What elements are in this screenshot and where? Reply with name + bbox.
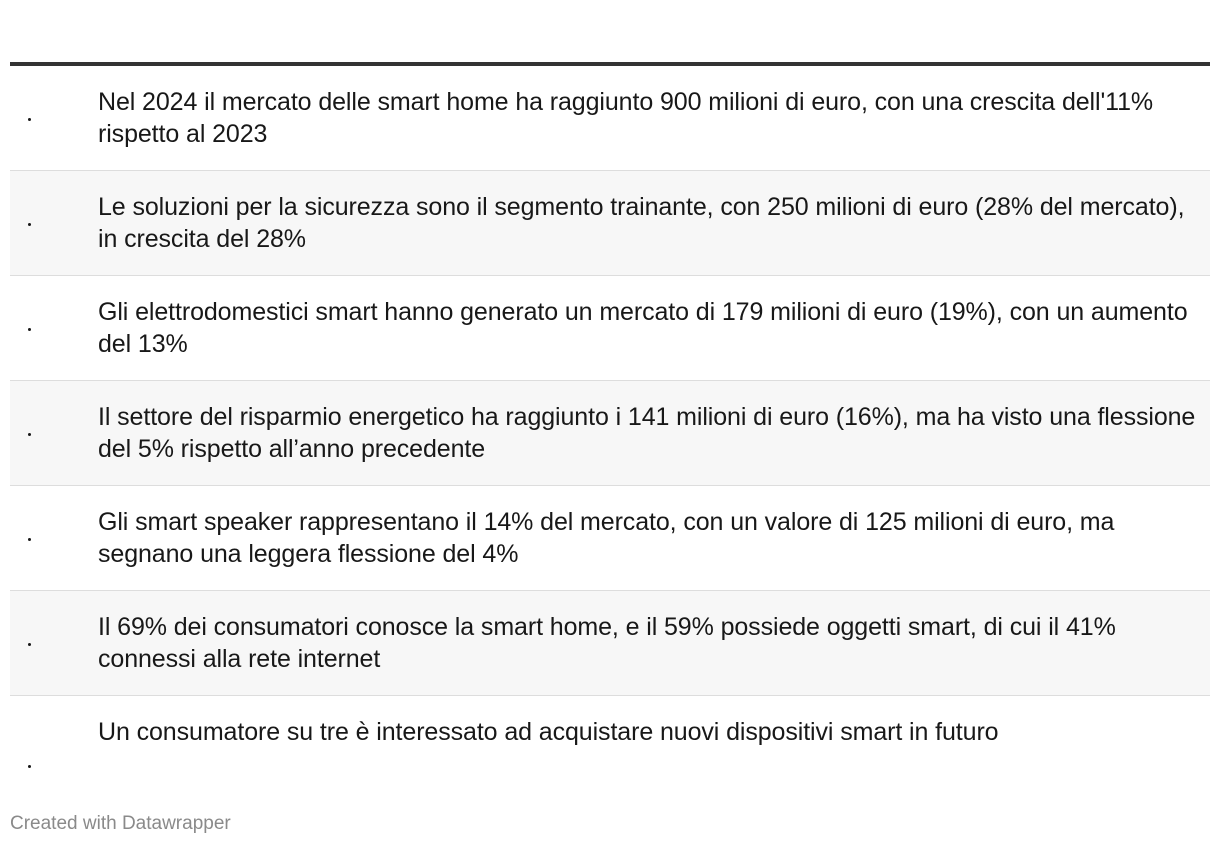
bullet-dot-icon bbox=[28, 765, 31, 768]
row-text: Nel 2024 il mercato delle smart home ha raggiunto 900 milioni di euro, con una crescita dell'11% rispetto al 2023 bbox=[98, 88, 1154, 148]
row-text: Gli elettrodomestici smart hanno generato un mercato di 179 milioni di euro (19%), con un aumento del 13% bbox=[98, 298, 1188, 358]
bullet-dot-icon bbox=[28, 538, 31, 541]
table-row bbox=[10, 381, 1210, 486]
row-text: Gli smart speaker rappresentano il 14% del mercato, con un valore di 125 milioni di euro, ma segnano una leggera flessione del 4% bbox=[98, 508, 1115, 568]
bullet-dot-icon bbox=[28, 328, 31, 331]
row-text: Il settore del risparmio energetico ha raggiunto i 141 milioni di euro (16%), ma ha visto una flessione del 5% rispetto all’anno precedente bbox=[98, 403, 1196, 463]
table-row bbox=[10, 486, 1210, 591]
table-row bbox=[10, 591, 1210, 696]
bullet-dot-icon bbox=[28, 433, 31, 436]
row-text: Le soluzioni per la sicurezza sono il segmento trainante, con 250 milioni di euro (28% del mercato), in crescita del 28% bbox=[98, 193, 1185, 253]
datawrapper-credit[interactable]: Created with Datawrapper bbox=[10, 813, 231, 834]
table-row bbox=[10, 696, 1210, 791]
table-row bbox=[10, 66, 1210, 171]
bullet-dot-icon bbox=[28, 118, 31, 121]
table-row bbox=[10, 276, 1210, 381]
row-text: Il 69% dei consumatori conosce la smart home, e il 59% possiede oggetti smart, di cui il 41% connessi alla rete internet bbox=[98, 613, 1116, 673]
smart-home-table bbox=[10, 62, 1210, 791]
table-row bbox=[10, 171, 1210, 276]
bullet-dot-icon bbox=[28, 643, 31, 646]
row-text: Un consumatore su tre è interessato ad acquistare nuovi dispositivi smart in futuro bbox=[98, 718, 999, 746]
bullet-dot-icon bbox=[28, 223, 31, 226]
